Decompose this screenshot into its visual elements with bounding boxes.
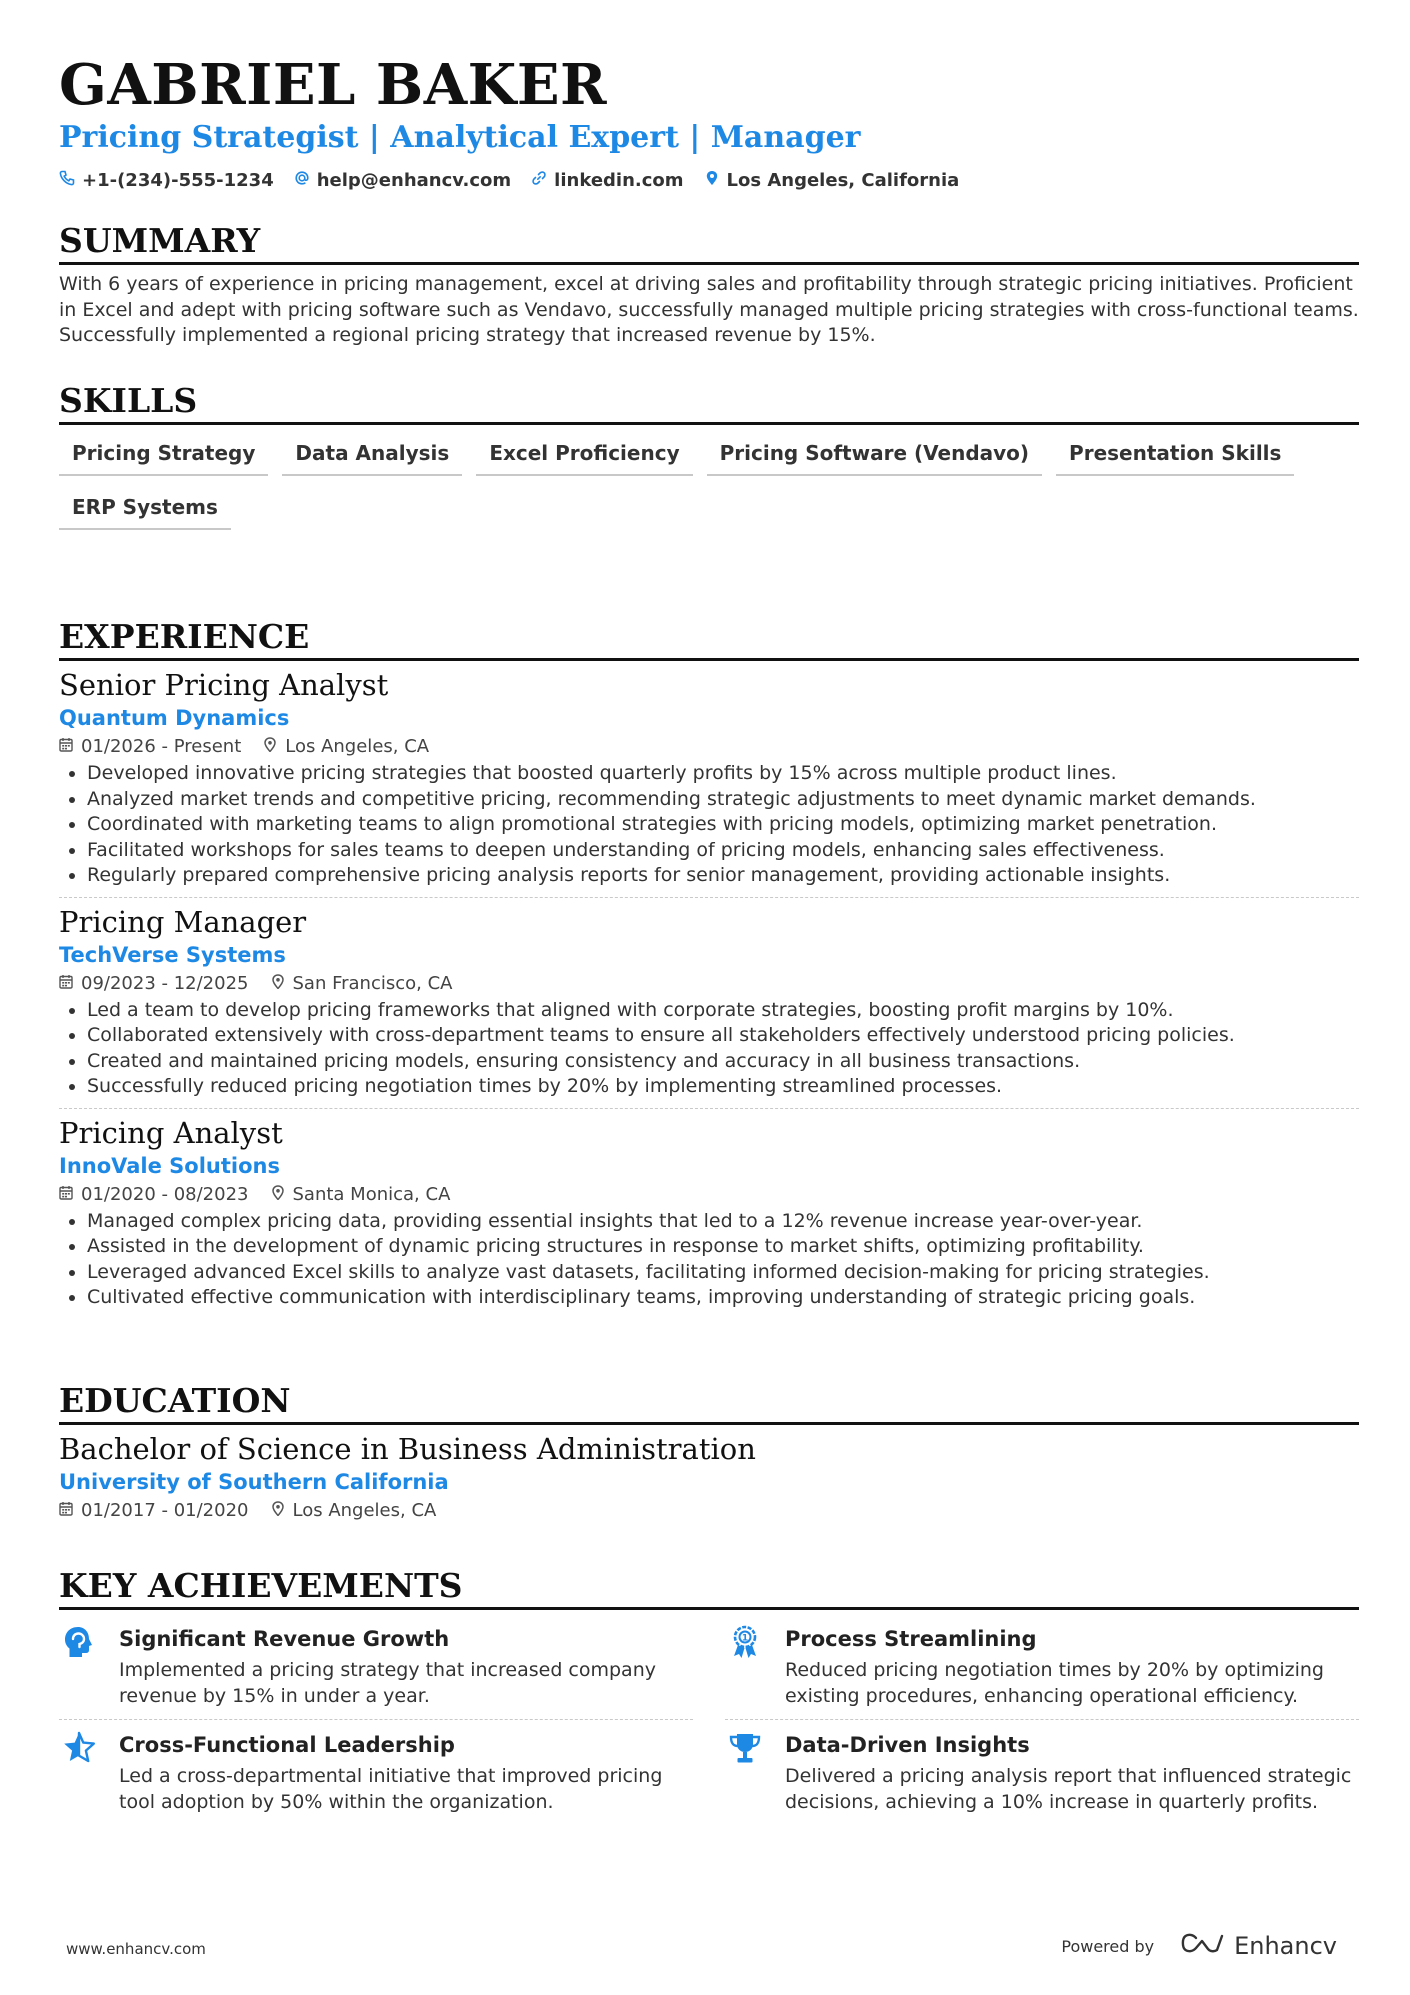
skill-tag: Pricing Software (Vendavo) [707,436,1042,476]
company-name: TechVerse Systems [59,942,286,967]
calendar-icon [59,733,73,761]
achievement-item [59,1720,693,1825]
job-entry [59,667,1359,898]
contact-email[interactable] [294,170,511,191]
achievement-item [59,1614,693,1720]
achievement-desc: Delivered a pricing analysis report that influenced strategic decisions, achieving a 10% increase in quarterly profits. [785,1765,1352,1813]
location-icon [704,170,720,191]
experience-title: EXPERIENCE [59,616,1359,661]
achievements-title: KEY ACHIEVEMENTS [59,1565,1359,1610]
summary-title: SUMMARY [59,220,1359,265]
job-entry [59,1115,1359,1319]
job-meta [59,1181,1359,1209]
achievement-item [725,1614,1359,1720]
calendar-icon [59,1497,73,1525]
bullet-item: • Analyzed market trends and competitive pricing, recommending strategic adjustments to meet dynamic market demands. [87,787,1359,813]
job-location: Los Angeles, CA [285,736,430,757]
contact-linkedin[interactable] [531,170,683,191]
bullet-item: • Coordinated with marketing teams to align promotional strategies with pricing models, optimizing market penetration. [87,812,1359,838]
job-title: Pricing Manager [59,904,307,939]
enhancv-brand-text: Enhancv [1234,1932,1337,1960]
skill-tag: Data Analysis [282,436,462,476]
head-icon [61,1624,99,1662]
bullet-item: • Led a team to develop pricing frameworks that aligned with corporate strategies, boosting profit margins by 10%. [87,998,1359,1024]
contact-bar [59,170,1359,191]
contact-phone-text: +1-(234)-555-1234 [82,170,274,191]
degree: Bachelor of Science in Business Administration [59,1432,756,1466]
location-icon [271,1497,285,1525]
enhancv-logo-icon [1180,1932,1224,1960]
achievement-title: Significant Revenue Growth [119,1627,450,1651]
experience-section [59,616,1359,1319]
achievement-desc: Led a cross-departmental initiative that improved pricing tool adoption by 50% within the organization. [119,1765,663,1813]
job-title: Pricing Analyst [59,1115,283,1150]
company-name: InnoVale Solutions [59,1153,280,1178]
job-location: Santa Monica, CA [292,1183,451,1205]
skill-tag: Pricing Strategy [59,436,268,476]
location-icon [271,970,285,998]
skills-section [59,380,1359,530]
education-meta [59,1497,1359,1525]
achievement-desc: Implemented a pricing strategy that increased company revenue by 15% in under a year. [119,1659,656,1707]
achievement-title: Process Streamlining [785,1627,1037,1651]
job-bullets [59,998,1359,1100]
job-bullets [59,1209,1359,1311]
school-name: University of Southern California [59,1470,449,1494]
calendar-icon [59,1181,73,1209]
contact-location-text: Los Angeles, California [726,170,960,191]
job-meta [59,970,1359,998]
award-icon [727,1624,765,1662]
job-location: San Francisco, CA [292,972,453,994]
location-icon [271,1181,285,1209]
job-entry [59,904,1359,1109]
job-dates: 01/2020 - 08/2023 [81,1183,249,1205]
svg-text:1: 1 [741,1633,749,1644]
skill-tag: Excel Proficiency [476,436,692,476]
contact-email-text: help@enhancv.com [316,170,512,191]
skills-title: SKILLS [59,380,1359,425]
bullet-item: • Cultivated effective communication with interdisciplinary teams, improving understanding of strategic pricing goals. [87,1285,1359,1311]
bullet-item: • Developed innovative pricing strategies that boosted quarterly profits by 15% across multiple product lines. [87,761,1359,787]
skills-list [59,436,1359,530]
job-meta [59,733,1359,761]
at-icon [294,170,310,191]
education-location: Los Angeles, CA [292,1500,437,1521]
skill-tag: ERP Systems [59,490,231,530]
achievements-section [59,1565,1359,1825]
job-bullets [59,761,1359,889]
bullet-item: • Managed complex pricing data, providing essential insights that led to a 12% revenue increase year-over-year. [87,1209,1359,1235]
footer-branding [1061,1932,1337,1960]
summary-section [59,220,1359,349]
contact-phone[interactable] [59,170,274,191]
skill-tag: Presentation Skills [1056,436,1294,476]
bullet-item: • Created and maintained pricing models, ensuring consistency and accuracy in all business transactions. [87,1049,1359,1075]
education-title: EDUCATION [59,1380,1359,1425]
education-dates: 01/2017 - 01/2020 [81,1500,249,1521]
achievement-title: Data-Driven Insights [785,1733,1030,1757]
bullet-item: • Leveraged advanced Excel skills to analyze vast datasets, facilitating informed decision-making for pricing strategies. [87,1260,1359,1286]
bullet-item: • Successfully reduced pricing negotiation times by 20% by implementing streamlined processes. [87,1074,1359,1100]
job-dates: 01/2026 - Present [81,736,242,757]
achievement-title: Cross-Functional Leadership [119,1733,455,1757]
location-icon [263,733,277,761]
education-section [59,1380,1359,1525]
candidate-name: GABRIEL BAKER [59,52,608,118]
resume-page [59,50,1359,1813]
link-icon [531,170,547,191]
footer-website[interactable]: www.enhancv.com [66,1940,206,1958]
headline: Pricing Strategist | Analytical Expert | Manager [59,120,861,155]
trophy-icon [727,1730,765,1768]
achievement-item [725,1720,1359,1825]
achievement-desc: Reduced pricing negotiation times by 20% by optimizing existing procedures, enhancing operational efficiency. [785,1659,1324,1707]
achievements-grid [59,1614,1359,1825]
job-title: Senior Pricing Analyst [59,668,389,702]
bullet-item: • Facilitated workshops for sales teams to deepen understanding of pricing models, enhancing sales effectiveness. [87,838,1359,864]
calendar-icon [59,970,73,998]
summary-text: With 6 years of experience in pricing management, excel at driving sales and profitability through strategic pricing initiatives. Proficient in Excel and adept with pricing software such as Vendavo, successfully managed multiple pricing strategies with cross-functional teams. Successfully implemented a regional pricing strategy that increased revenue by 15%. [59,273,1359,346]
phone-icon [59,170,75,191]
bullet-item: • Regularly prepared comprehensive pricing analysis reports for senior management, providing actionable insights. [87,863,1359,889]
bullet-item: • Collaborated extensively with cross-department teams to ensure all stakeholders effectively understood pricing policies. [87,1023,1359,1049]
contact-linkedin-text: linkedin.com [554,170,684,191]
company-name: Quantum Dynamics [59,706,290,730]
enhancv-logo[interactable] [1180,1932,1337,1960]
job-dates: 09/2023 - 12/2025 [81,972,249,994]
bullet-item: • Assisted in the development of dynamic pricing structures in response to market shifts, optimizing profitability. [87,1234,1359,1260]
star-icon [61,1730,99,1768]
powered-by-text: Powered by [1061,1936,1155,1956]
contact-location [704,170,960,191]
